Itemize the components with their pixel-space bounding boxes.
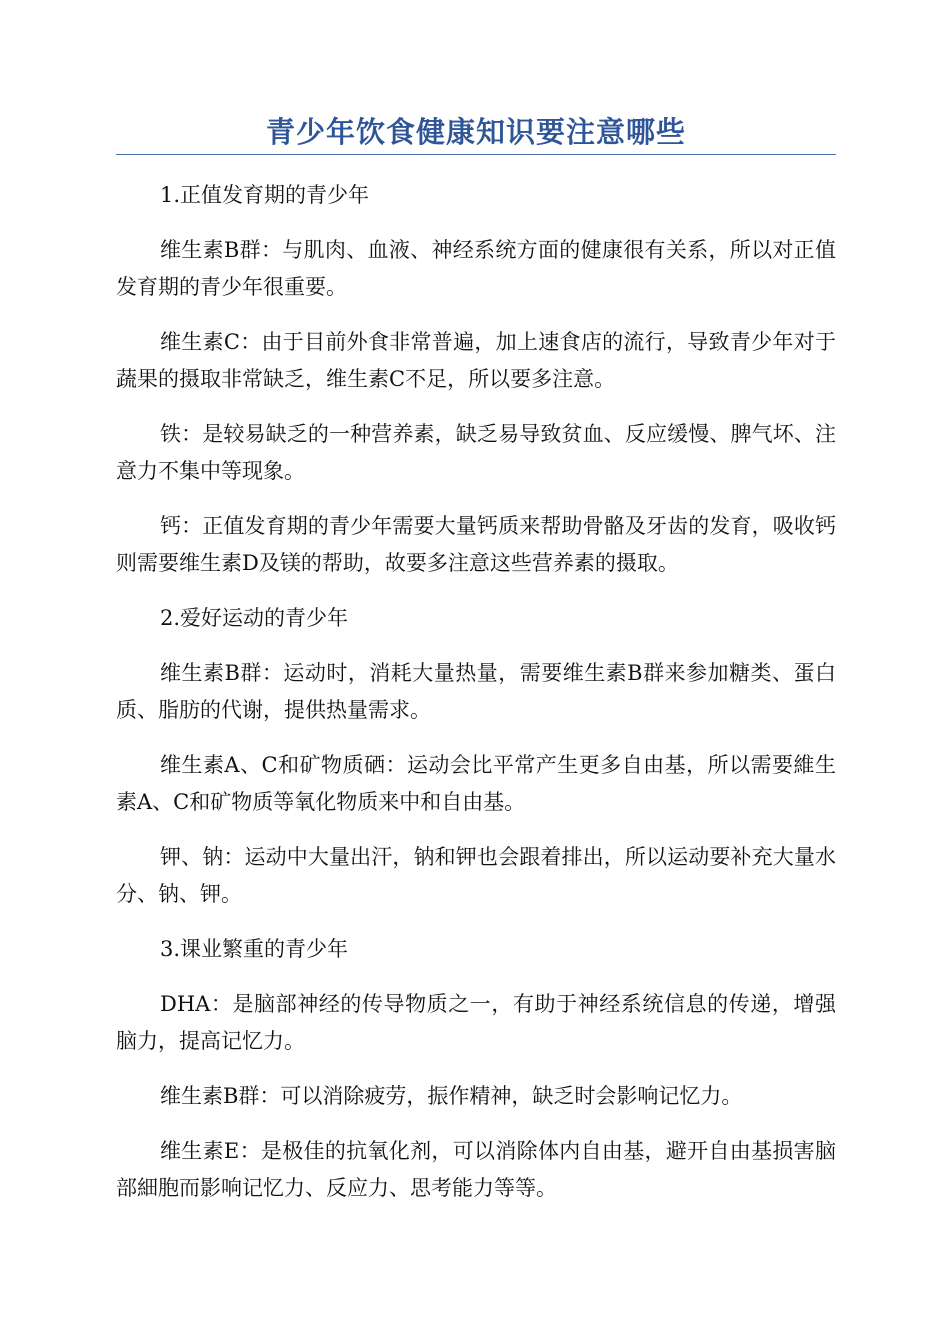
section-heading: 1.正值发育期的青少年 [160,183,370,207]
paragraph: 维生素C：由于目前外食非常普遍，加上速食店的流行，导致青少年对于蔬果的摄取非常缺乏，维生素C不足，所以要多注意。 [116,330,836,391]
paragraph: DHA：是脑部神经的传导物质之一，有助于神经系统信息的传递，增强脑力，提高记忆力。 [116,992,836,1053]
document-page [116,110,836,1225]
section-heading: 3.课业繁重的青少年 [160,937,349,961]
paragraph: 维生素B群：可以消除疲劳，振作精神，缺乏时会影响记忆力。 [160,1084,743,1108]
paragraph: 维生素A、C和矿物质硒：运动会比平常产生更多自由基，所以需要維生素A、C和矿物质等氧化物质来中和自由基。 [116,753,836,814]
paragraph: 维生素B群：与肌肉、血液、神经系统方面的健康很有关系，所以对正值发育期的青少年很重要。 [116,238,836,299]
paragraph: 维生素B群：运动时，消耗大量热量，需要维生素B群来参加糖类、蛋白质、脂肪的代谢，提供热量需求。 [116,661,836,722]
paragraph: 钙：正值发育期的青少年需要大量钙质来帮助骨骼及牙齿的发育，吸收钙则需要维生素D及镁的帮助，故要多注意这些营养素的摄取。 [116,514,836,575]
document-title: 青少年饮食健康知识要注意哪些 [265,115,686,149]
paragraph: 钾、钠：运动中大量出汗，钠和钾也会跟着排出，所以运动要补充大量水分、钠、钾。 [116,845,836,906]
document-body [116,177,836,1207]
paragraph: 维生素E：是极佳的抗氧化剂，可以消除体内自由基，避开自由基损害脑部細胞而影响记忆力、反应力、思考能力等等。 [116,1139,836,1200]
title-underline [116,154,836,155]
section-heading: 2.爱好运动的青少年 [160,606,349,630]
paragraph: 铁：是较易缺乏的一种营养素，缺乏易导致贫血、反应缓慢、脾气坏、注意力不集中等现象。 [116,422,836,483]
